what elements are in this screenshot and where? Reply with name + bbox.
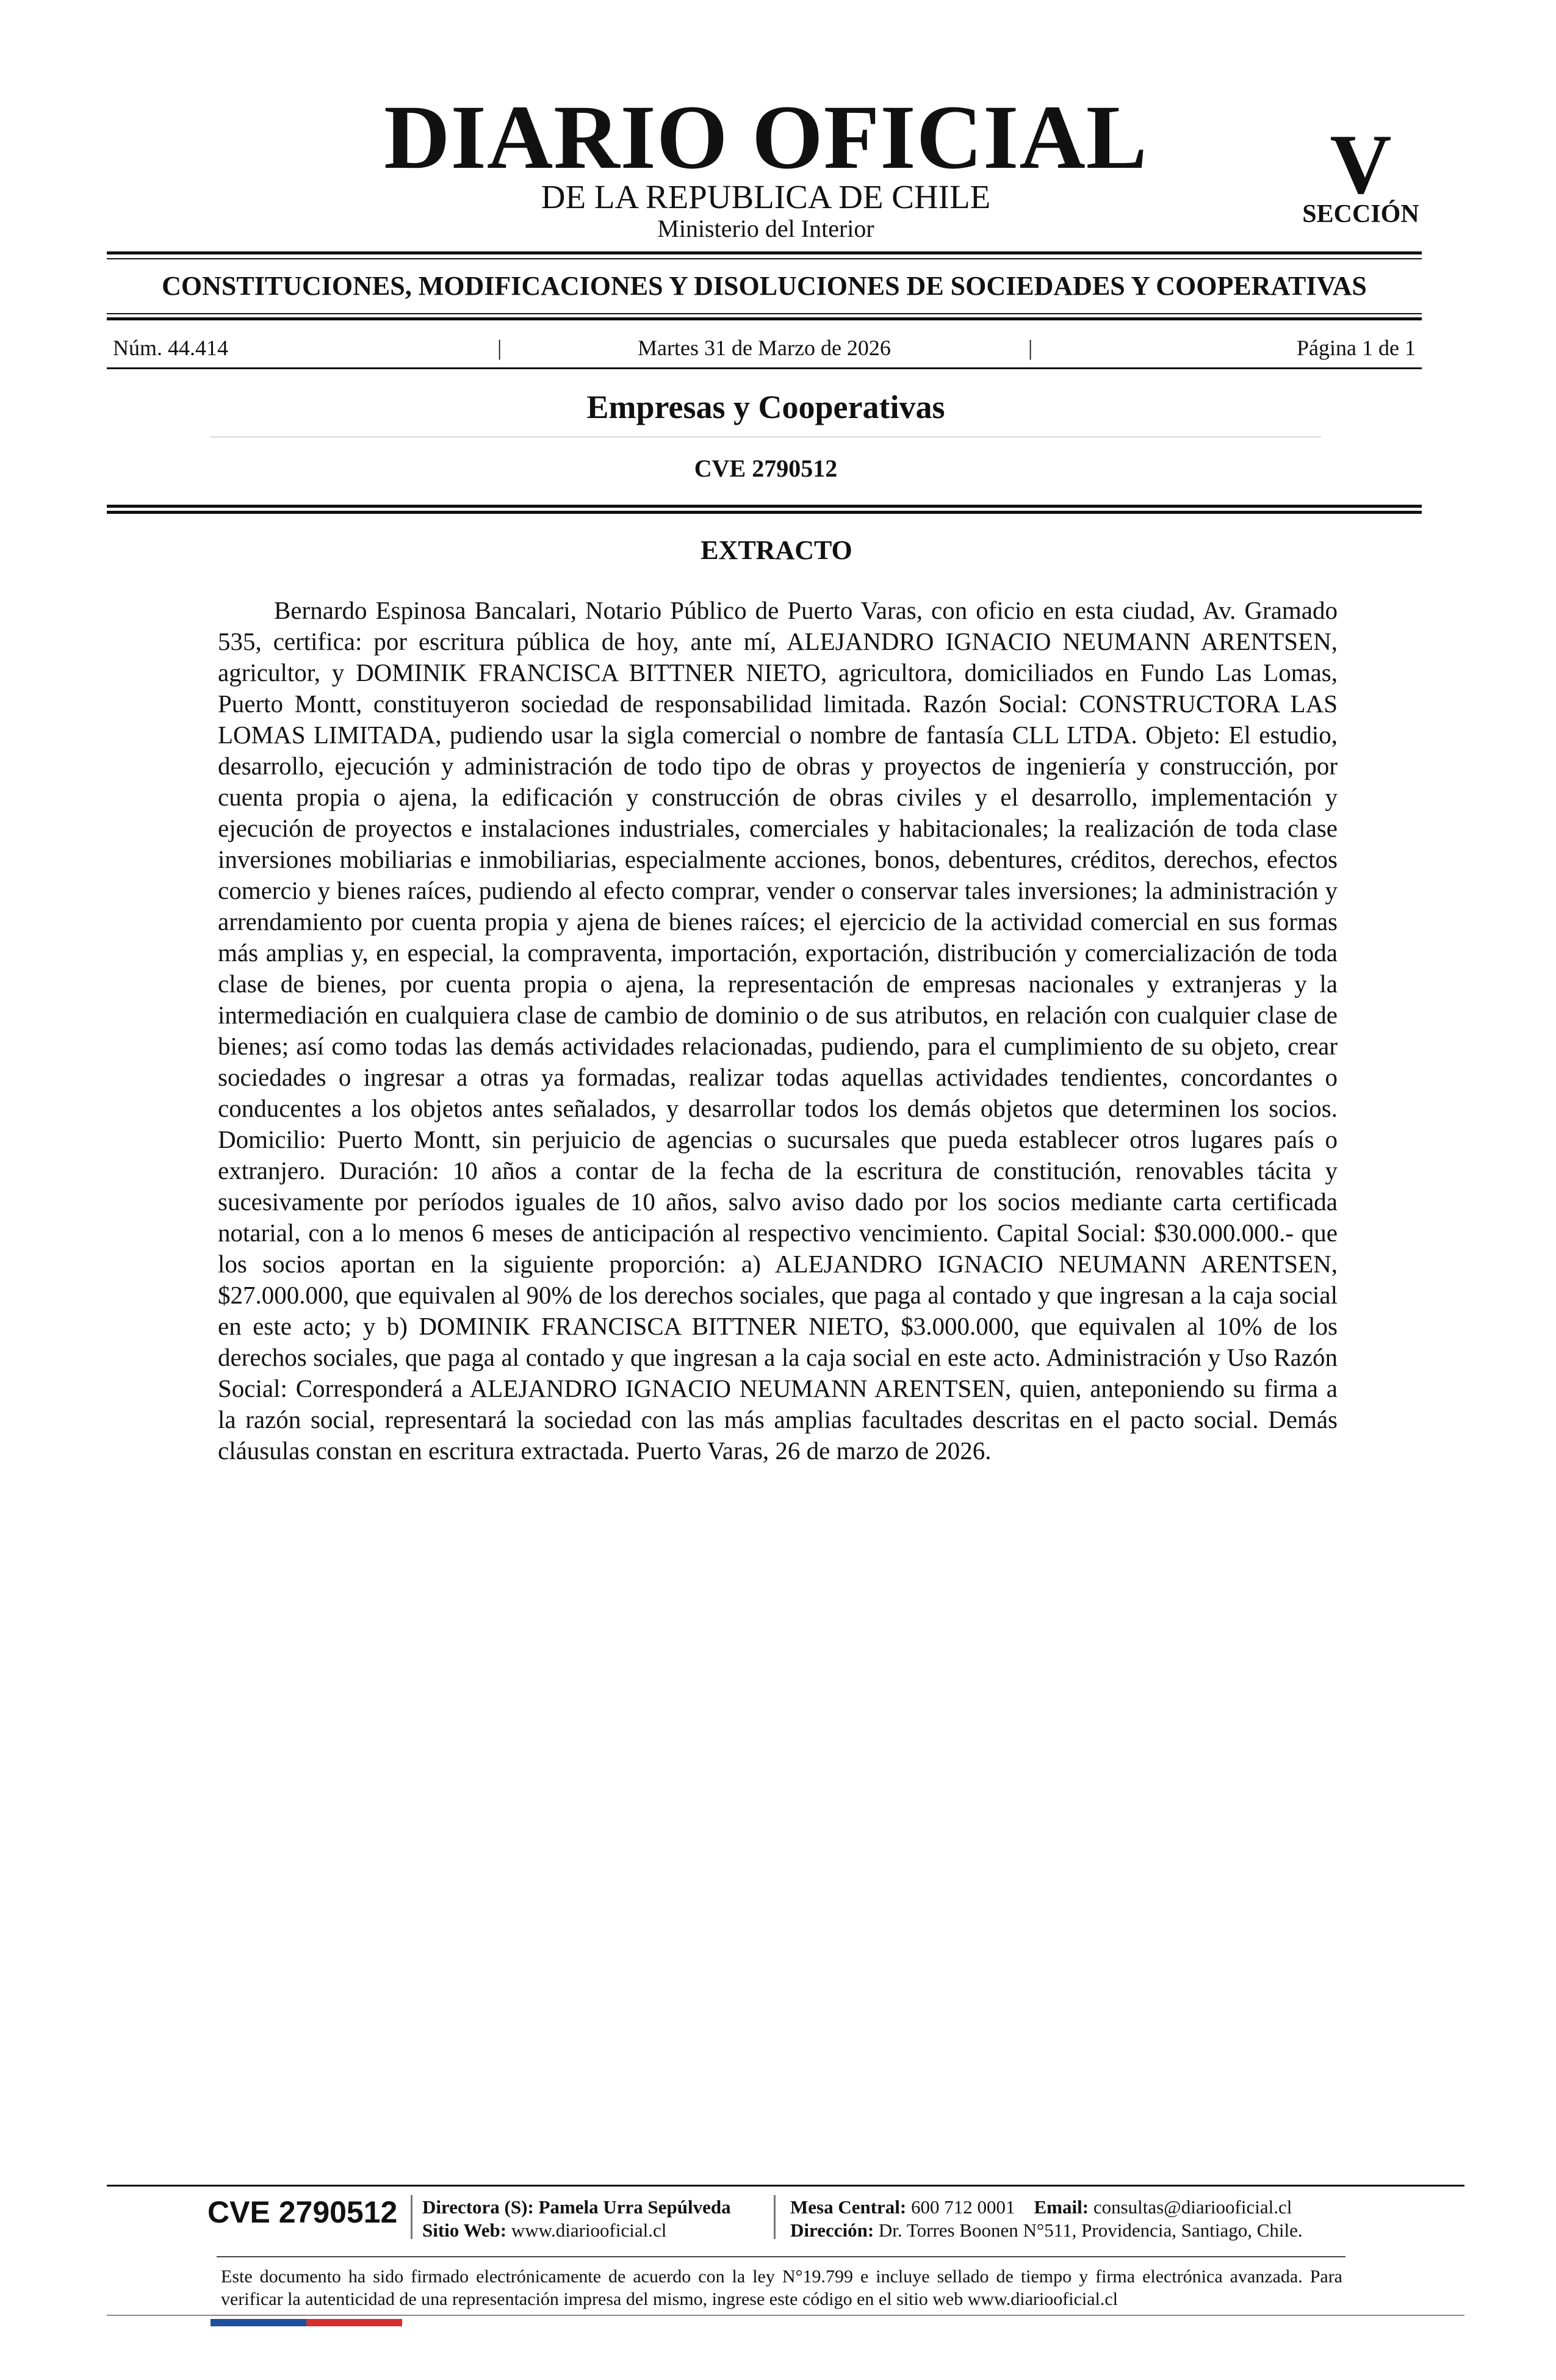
separator: |: [497, 336, 502, 360]
separator: |: [1028, 336, 1033, 360]
email-label: Email:: [1034, 2196, 1089, 2218]
section-word: SECCIÓN: [1302, 200, 1419, 228]
footer-column-divider: [774, 2195, 776, 2239]
director-name: Pamela Urra Sepúlveda: [538, 2196, 731, 2218]
footer-contact-left: [422, 2196, 731, 2242]
website-label: Sitio Web:: [422, 2220, 507, 2241]
divider: [107, 251, 1422, 254]
footer-contact-right: [790, 2196, 1303, 2242]
newspaper-title: DIARIO OFICIAL: [384, 87, 1148, 188]
footer-cve-code: CVE 2790512: [207, 2195, 398, 2229]
section-title: CONSTITUCIONES, MODIFICACIONES Y DISOLUCIONES DE SOCIEDADES Y COOPERATIVAS: [162, 271, 1367, 301]
flag-stripe-red: [306, 2319, 402, 2326]
page-number: Página 1 de 1: [1297, 336, 1416, 360]
issue-date: Martes 31 de Marzo de 2026: [638, 336, 891, 360]
issue-info-row: [113, 333, 1416, 363]
ministry-label: Ministerio del Interior: [657, 215, 874, 242]
email-link[interactable]: consultas@diariooficial.cl: [1093, 2196, 1292, 2218]
divider: [107, 511, 1422, 514]
extract-body: Bernardo Espinosa Bancalari, Notario Público de Puerto Varas, con oficio en esta ciudad, Av. Gramado 535, certifica: por escritura pública de hoy, ante mí, ALEJANDRO IGNACIO NEUMANN ARENTSEN, agricultor, y DOMINIK FRANCISCA BITTNER NIETO, agricultora, domiciliados en Fundo Las Lomas, Puerto Montt, constituyeron sociedad de responsabilidad limitada. Razón Social: CONSTRUCTORA LAS LOMAS LIMITADA, pudiendo usar la sigla comercial o nombre de fantasía CLL LTDA. Objeto: El estudio, desarrollo, ejecución y administración de todo tipo de obras y proyectos de ingeniería y construcción, por cuenta propia o ajena, la edificación y construcción de obras civiles y el desarrollo, implementación y ejecución de proyectos e instalaciones industriales, comerciales y habitacionales; la realización de toda clase inversiones mobiliarias e inmobiliarias, especialmente acciones, bonos, debentures, créditos, derechos, efectos comercio y bienes raíces, pudiendo al efecto comprar, vender o conservar tales inversiones; la administración y arrendamiento por cuenta propia y ajena de bienes raíces; el ejercicio de la actividad comercial en sus formas más amplias y, en especial, la compraventa, importación, exportación, distribución y comercialización de toda clase de bienes, por cuenta propia o ajena, la representación de empresas nacionales y extranjeras y la intermediación en cualquiera clase de cambio de dominio o de sus atributos, en relación con cualquier clase de bienes; así como todas las demás actividades relacionadas, pudiendo, para el cumplimiento de su objeto, crear sociedades o ingresar a otras ya formadas, realizar todas aquellas actividades tendientes, concordantes o conducentes a los objetos antes señalados, y desarrollar todos los demás objetos que determinen los socios. Domicilio: Puerto Montt, sin perjuicio de agencias o sucursales que pueda establecer otros lugares país o extranjero. Duración: 10 años a contar de la fecha de la escritura de constitución, renovables tácita y sucesivamente por períodos iguales de 10 años, salvo aviso dado por los socios mediante carta certificada notarial, con a lo menos 6 meses de anticipación al respectivo vencimiento. Capital Social: $30.000.000.- que los socios aportan en la siguiente proporción: a) ALEJANDRO IGNACIO NEUMANN ARENTSEN, $27.000.000, que equivalen al 90% de los derechos sociales, que paga al contado y que ingresan a la caja social en este acto; y b) DOMINIK FRANCISCA BITTNER NIETO, $3.000.000, que equivalen al 10% de los derechos sociales, que paga al contado y que ingresan a la caja social en este acto. Administración y Uso Razón Social: Corresponderá a ALEJANDRO IGNACIO NEUMANN ARENTSEN, quien, anteponiendo su firma a la razón social, representará la sociedad con las más amplias facultades descritas en el pacto social. Demás cláusulas constan en escritura extractada. Puerto Varas, 26 de marzo de 2026.: [218, 596, 1338, 1465]
divider: [107, 317, 1422, 320]
phone-label: Mesa Central:: [790, 2196, 907, 2218]
divider: [107, 505, 1422, 508]
footer-divider: [107, 2315, 1464, 2316]
extract-heading: EXTRACTO: [701, 535, 852, 565]
cve-code: CVE 2790512: [694, 455, 838, 482]
divider: [211, 436, 1321, 438]
director-label: Directora (S):: [422, 2196, 534, 2218]
footer-column-divider: [411, 2195, 412, 2239]
divider: [107, 367, 1422, 369]
flag-stripe-blue: [211, 2319, 306, 2326]
issue-number: Núm. 44.414: [113, 336, 228, 360]
footer-divider: [217, 2256, 1345, 2257]
address-text: Dr. Torres Boonen N°511, Providencia, Santiago, Chile.: [878, 2220, 1303, 2241]
category-title: Empresas y Cooperativas: [586, 389, 945, 425]
footer-signature-note: Este documento ha sido firmado electrónicamente de acuerdo con la ley N°19.799 e incluye sellado de tiempo y firma electrónica avanzada. Para verificar la autenticidad de una representación impresa del mismo, ingrese este código en el sitio web www.diariooficial.cl: [221, 2266, 1342, 2309]
footer-divider: [107, 2185, 1464, 2187]
newspaper-subtitle: DE LA REPUBLICA DE CHILE: [541, 178, 991, 215]
phone-number: 600 712 0001: [911, 2196, 1015, 2218]
website-link[interactable]: www.diariooficial.cl: [511, 2220, 667, 2241]
section-letter: V: [1330, 117, 1392, 212]
address-label: Dirección:: [790, 2220, 874, 2241]
divider: [107, 313, 1422, 314]
divider: [107, 258, 1422, 259]
